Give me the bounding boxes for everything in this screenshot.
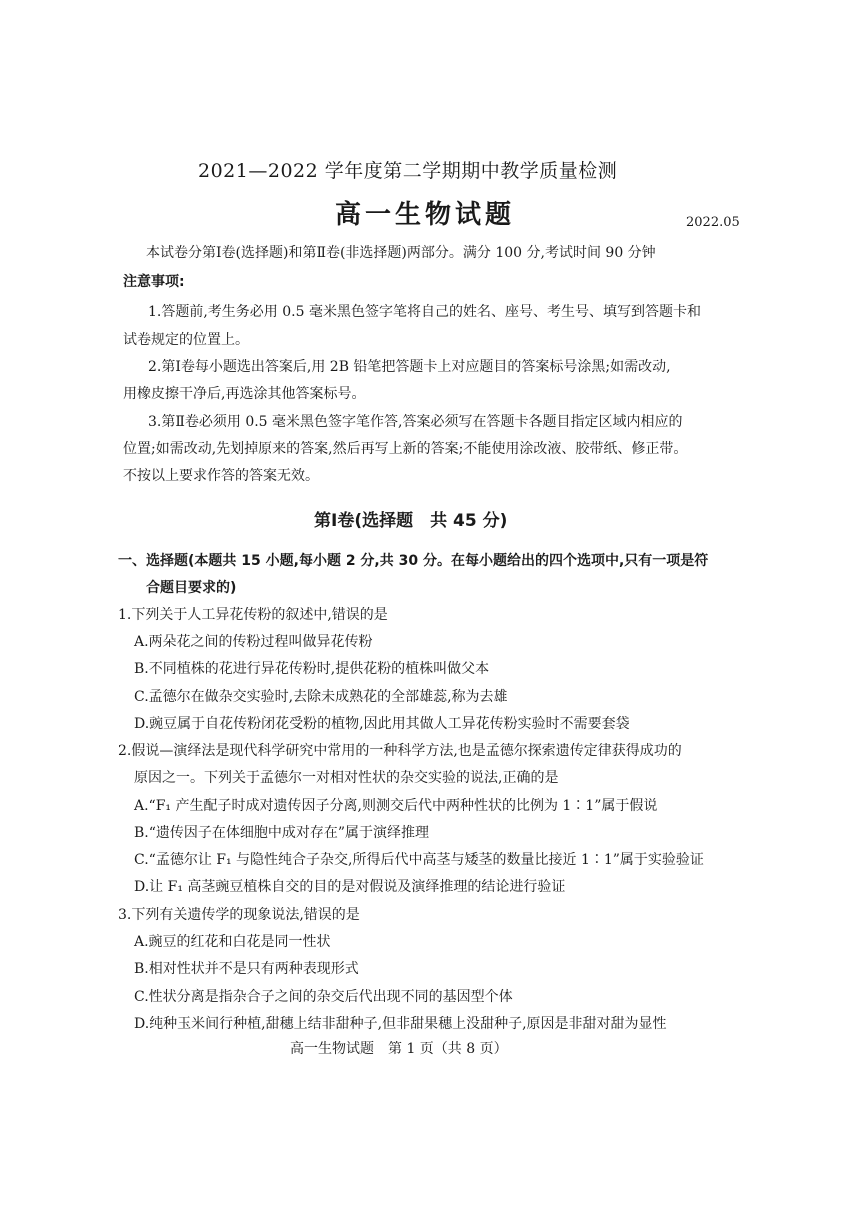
part-heading: 一、选择题(本题共 15 小题,每小题 2 分,共 30 分。在每小题给出的四个选项中,只有一项是符 <box>118 553 709 569</box>
option-b: B.相对性状并不是只有两种表现形式 <box>134 961 359 977</box>
question-stem: 3.下列有关遗传学的现象说法,错误的是 <box>118 907 360 923</box>
subject-title: 高一生物试题 <box>335 200 516 230</box>
option-c: C.孟德尔在做杂交实验时,去除未成熟花的全部雄蕊,称为去雄 <box>134 689 508 705</box>
notice-heading: 注意事项: <box>123 274 185 290</box>
notice-line: 1.答题前,考生务必用 0.5 毫米黑色签字笔将自己的姓名、座号、考生号、填写到答题卡和 <box>148 304 701 320</box>
notice-line: 试卷规定的位置上。 <box>123 332 249 348</box>
intro-text: 本试卷分第Ⅰ卷(选择题)和第Ⅱ卷(非选择题)两部分。满分 100 分,考试时间 90 分钟 <box>146 245 656 261</box>
option-b: B.“遗传因子在体细胞中成对存在”属于演绎推理 <box>134 825 430 841</box>
option-c: C.性状分离是指杂合子之间的杂交后代出现不同的基因型个体 <box>134 989 513 1005</box>
part-heading: 合题目要求的) <box>146 580 237 596</box>
notice-line: 2.第Ⅰ卷每小题选出答案后,用 2B 铅笔把答题卡上对应题目的答案标号涂黑;如需改动, <box>148 359 671 375</box>
page-footer: 高一生物试题 第 1 页（共 8 页） <box>290 1041 508 1057</box>
notice-line: 不按以上要求作答的答案无效。 <box>123 468 319 484</box>
option-d: D.让 F₁ 高茎豌豆植株自交的目的是对假说及演绎推理的结论进行验证 <box>134 879 566 895</box>
section-title: 第Ⅰ卷(选择题 共 45 分) <box>314 511 508 531</box>
notice-line: 用橡皮擦干净后,再选涂其他答案标号。 <box>123 386 366 402</box>
option-d: D.纯种玉米间行种植,甜穗上结非甜种子,但非甜果穗上没甜种子,原因是非甜对甜为显性 <box>134 1016 667 1032</box>
option-a: A.豌豆的红花和白花是同一性状 <box>134 934 331 950</box>
question-stem: 1.下列关于人工异花传粉的叙述中,错误的是 <box>118 607 388 623</box>
question-stem: 原因之一。下列关于孟德尔一对相对性状的杂交实验的说法,正确的是 <box>134 770 559 786</box>
question-stem: 2.假说—演绎法是现代科学研究中常用的一种科学方法,也是孟德尔探索遗传定律获得成功的 <box>118 743 682 759</box>
option-d: D.豌豆属于自花传粉闭花受粉的植物,因此用其做人工异花传粉实验时不需要套袋 <box>134 716 630 732</box>
option-b: B.不同植株的花进行异花传粉时,提供花粉的植株叫做父本 <box>134 661 490 677</box>
option-c: C.“孟德尔让 F₁ 与隐性纯合子杂交,所得后代中高茎与矮茎的数量比接近 1∶1”属于实验验证 <box>134 852 704 868</box>
option-a: A.两朵花之间的传粉过程叫做异花传粉 <box>134 634 373 650</box>
option-a: A.“F₁ 产生配子时成对遗传因子分离,则测交后代中两种性状的比例为 1∶1”属于假说 <box>134 798 658 814</box>
notice-line: 3.第Ⅱ卷必须用 0.5 毫米黑色签字笔作答,答案必须写在答题卡各题目指定区域内相应的 <box>148 414 683 430</box>
notice-line: 位置;如需改动,先划掉原来的答案,然后再写上新的答案;不能使用涂改液、胶带纸、修正带。 <box>123 441 688 457</box>
exam-title: 2021—2022 学年度第二学期期中教学质量检测 <box>198 160 618 182</box>
exam-date: 2022.05 <box>686 215 740 230</box>
